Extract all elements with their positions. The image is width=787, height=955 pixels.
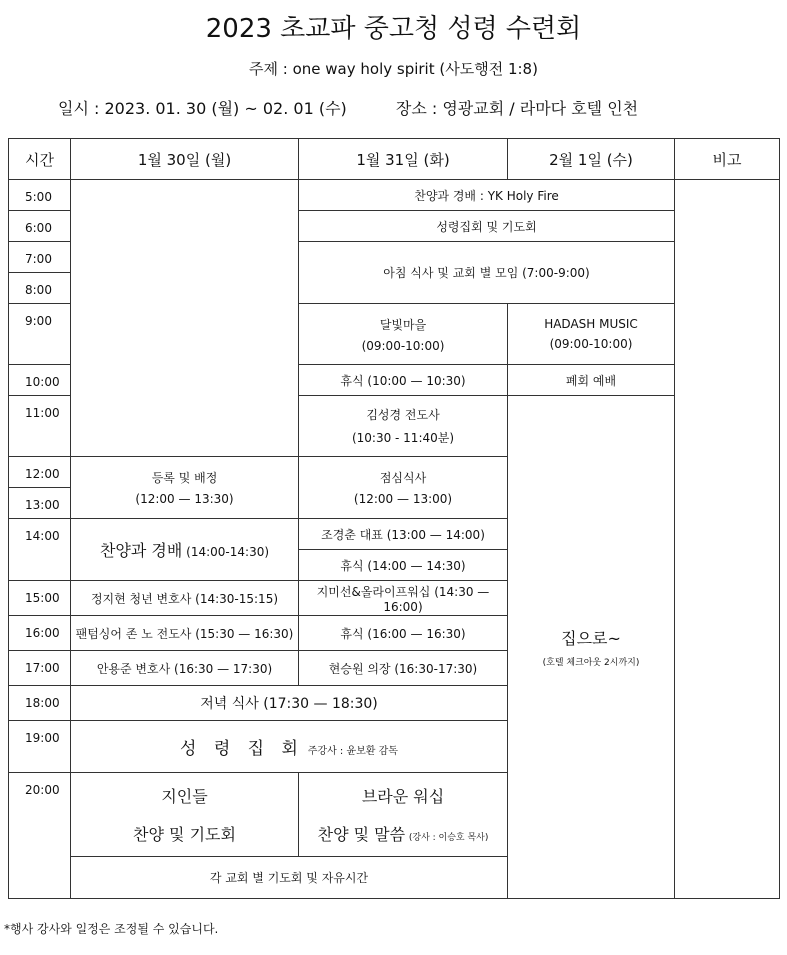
jiindeul-label: 지인들 [161, 787, 208, 806]
kim-name: 김성경 전도사 [366, 408, 440, 422]
jung-talk: 정지현 청년 변호사 (14:30-15:15) [71, 581, 299, 616]
break-1030: 휴식 (10:00 — 10:30) [299, 365, 508, 396]
break-1630: 휴식 (16:00 — 16:30) [299, 616, 508, 651]
dalbit-session [299, 304, 508, 365]
lunch-time: (12:00 — 13:00) [353, 492, 453, 506]
jo-talk: 조경춘 대표 (13:00 — 14:00) [299, 519, 508, 550]
time-cell: 12:00 [9, 457, 71, 488]
dalbit-name: 달빛마을 [379, 317, 427, 332]
praise-main-time: (14:00-14:30) [186, 545, 270, 559]
lunch [299, 457, 508, 519]
header-row [9, 139, 780, 180]
registration-label: 등록 및 배정 [151, 471, 218, 485]
break-1430: 휴식 (14:00 — 14:30) [299, 550, 508, 581]
event-meta [58, 96, 778, 119]
hadash-name: HADASH MUSIC [544, 317, 638, 331]
brown-sub: 찬양 및 말씀 [317, 825, 406, 844]
header-day2: 1월 31일 (화) [299, 139, 508, 180]
prayer-meeting: 성령집회 및 기도회 [299, 211, 675, 242]
time-cell: 19:00 [9, 721, 71, 773]
day1-empty-morning [71, 180, 299, 457]
registration [71, 457, 299, 519]
time-cell: 16:00 [9, 616, 71, 651]
time-cell: 9:00 [9, 304, 71, 365]
jimisun-worship: 지미선&올라이프워십 (14:30 — 16:00) [299, 581, 508, 616]
footnote: *행사 강사와 일정은 조정될 수 있습니다. [4, 922, 219, 936]
lunch-label: 점심식사 [379, 471, 427, 485]
registration-time: (12:00 — 13:30) [135, 492, 234, 506]
jiindeul-session [71, 773, 299, 857]
kim-time: (10:30 - 11:40분) [351, 431, 455, 445]
time-cell: 11:00 [9, 396, 71, 457]
time-cell: 17:00 [9, 651, 71, 686]
time-cell: 6:00 [9, 211, 71, 242]
time-cell: 5:00 [9, 180, 71, 211]
ahn-talk: 안용준 변호사 (16:30 — 17:30) [71, 651, 299, 686]
praise-main [71, 519, 299, 581]
brown-label: 브라운 워십 [361, 787, 445, 806]
time-cell: 20:00 [9, 773, 71, 899]
dinner: 저녁 식사 (17:30 — 18:30) [71, 686, 508, 721]
go-home [508, 396, 675, 899]
header-day1: 1월 30일 (월) [71, 139, 299, 180]
early-worship: 찬양과 경배 : YK Holy Fire [299, 180, 675, 211]
spirit-meeting-label: 성 령 집 회 [180, 739, 304, 759]
hadash-time: (09:00-10:00) [549, 337, 633, 351]
go-home-label: 집으로~ [561, 629, 621, 648]
note-column [675, 180, 780, 899]
pan-talk: 팬텀싱어 존 노 전도사 (15:30 — 16:30) [71, 616, 299, 651]
header-day3: 2월 1일 (수) [508, 139, 675, 180]
page-title: 2023 초교파 중고청 성령 수련회 [205, 14, 582, 44]
free-time: 각 교회 별 기도회 및 자유시간 [71, 857, 508, 899]
time-cell: 14:00 [9, 519, 71, 581]
hadash-session [508, 304, 675, 365]
schedule-table [8, 138, 780, 899]
header-time: 시간 [9, 139, 71, 180]
spirit-meeting [71, 721, 508, 773]
praise-main-label: 찬양과 경배 [99, 541, 183, 560]
time-cell: 8:00 [9, 273, 71, 304]
event-date: 일시 : 2023. 01. 30 (월) ~ 02. 01 (수) [58, 99, 347, 118]
header-note: 비고 [675, 139, 780, 180]
time-cell: 7:00 [9, 242, 71, 273]
brown-session [299, 773, 508, 857]
brown-sub-line [299, 810, 507, 848]
closing-worship: 폐회 예배 [508, 365, 675, 396]
dalbit-time: (09:00-10:00) [361, 338, 445, 353]
jiindeul-sub: 찬양 및 기도회 [133, 825, 236, 844]
hyun-talk: 현승원 의장 (16:30-17:30) [299, 651, 508, 686]
time-cell: 10:00 [9, 365, 71, 396]
breakfast: 아침 식사 및 교회 별 모임 (7:00-9:00) [299, 242, 675, 304]
theme-line: 주제 : one way holy spirit (사도행전 1:8) [249, 60, 538, 78]
spirit-speaker: 주강사 : 윤보환 감독 [307, 746, 398, 757]
checkout-note: (호텔 체크아웃 2시까지) [542, 658, 640, 668]
time-cell: 13:00 [9, 488, 71, 519]
time-cell: 18:00 [9, 686, 71, 721]
time-cell: 15:00 [9, 581, 71, 616]
event-place: 장소 : 영광교회 / 라마다 호텔 인천 [395, 99, 639, 118]
kim-session [299, 396, 508, 457]
brown-speaker: (강사 : 이승호 목사) [408, 833, 489, 843]
